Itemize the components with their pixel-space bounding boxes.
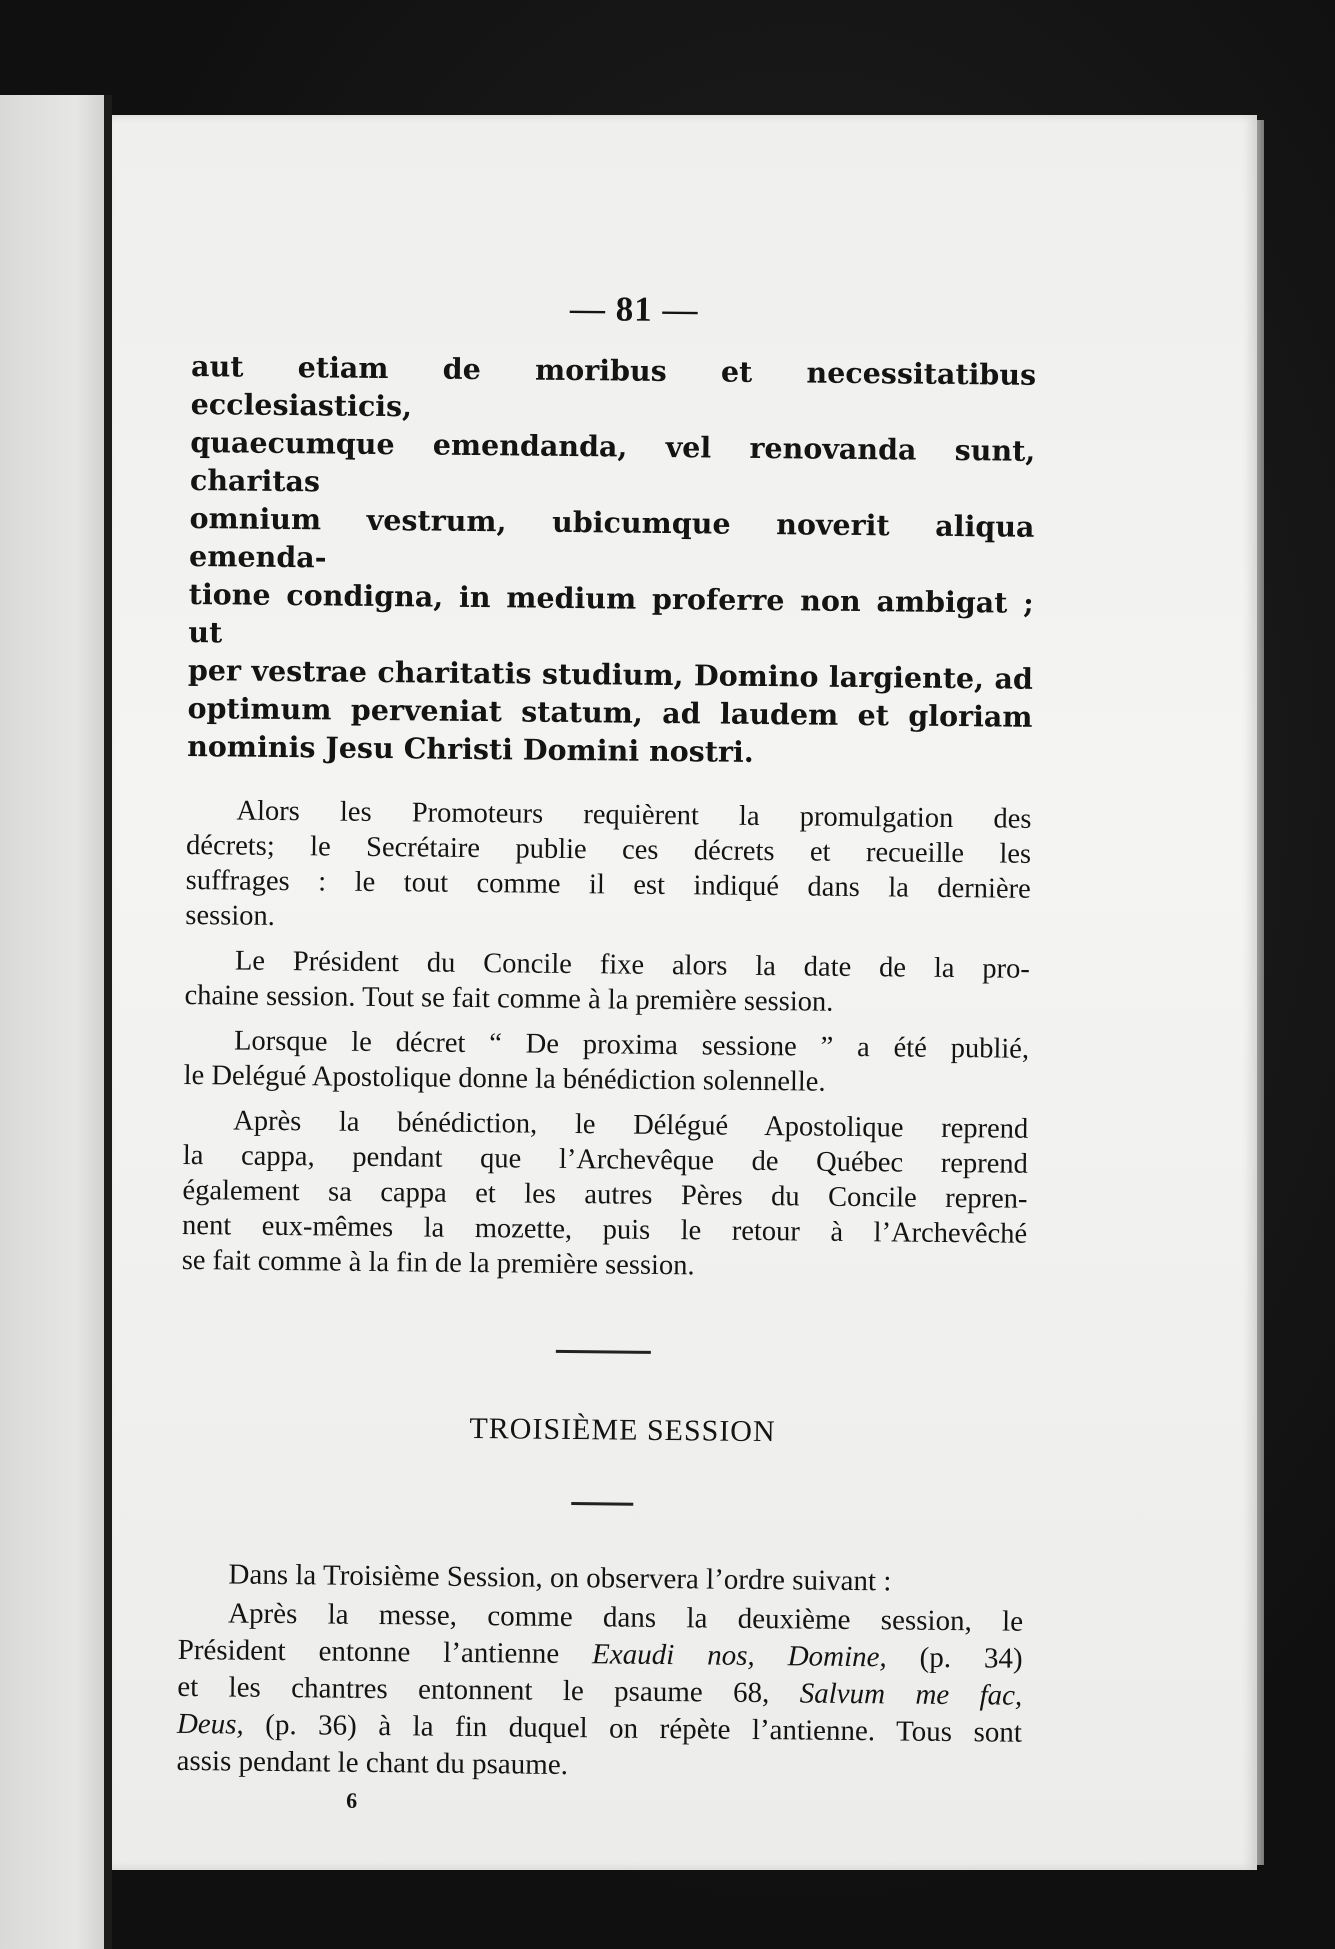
benediction-paragraph: [184, 1023, 1030, 1102]
text-line: quaecumque emendanda, vel renovanda sunt, charitas: [189, 424, 1036, 499]
next-session-paragraph: [184, 943, 1030, 1022]
text-line: Après la messe, comme dans la deuxième session, le: [227, 1597, 1024, 1638]
text-line: Après la bénédiction, le Délégué Apostolique reprend: [233, 1105, 1029, 1145]
facing-page-edge: [0, 95, 108, 1949]
text-line: chaine session. Tout se fait comme à la première session.: [184, 979, 834, 1018]
text-line: session.: [185, 899, 276, 932]
text-line: Alors les Promoteurs requièrent la promulgation des: [236, 795, 1032, 835]
text-line: aut etiam de moribus et necessitatibus ecclesiasticis,: [190, 348, 1037, 424]
text-line: Lorsque le décret “ De proxima sessione ” a été publié,: [233, 1025, 1030, 1065]
text-line: le Delégué Apostolique donne la bénédiction solennelle.: [183, 1059, 826, 1098]
book-gutter: [104, 95, 112, 1949]
text-fragment: (p. 34): [886, 1641, 1023, 1675]
text-fragment: (p. 36) à la fin duquel on répète l’antienne. Tous sont: [243, 1708, 1023, 1749]
signature-mark: 6: [346, 1787, 358, 1813]
text-line: nominis Jesu Christi Domini nostri.: [186, 728, 754, 769]
section-divider-top: [556, 1350, 651, 1354]
text-line: per vestrae charitatis studium, Domino largiente, ad: [187, 652, 1034, 696]
italic-fragment: Salvum me fac,: [799, 1677, 1023, 1712]
text-line: assis pendant le chant du psaume.: [176, 1744, 569, 1782]
promulgation-paragraph: [185, 793, 1031, 942]
text-fragment: et les chantres entonnent le psaume 68,: [177, 1670, 800, 1710]
latin-prayer-paragraph: [187, 347, 1036, 774]
page-content: [176, 285, 1037, 1821]
third-session-paragraph: [176, 1595, 1023, 1789]
text-line: nent eux-mêmes la mozette, puis le retour à l’Archevêché: [181, 1209, 1028, 1250]
italic-fragment: Exaudi nos, Domine,: [591, 1638, 887, 1674]
section-divider-bottom: [571, 1502, 633, 1506]
text-line: Dans la Troisième Session, on observera l’ordre suivant :: [228, 1558, 892, 1598]
text-line: Le Président du Concile fixe alors la date de la pro-: [234, 945, 1031, 985]
text-line: tione condigna, in medium proferre non ambigat ; ut: [188, 576, 1034, 650]
text-line: suffrages : le tout comme il est indiqué dans la dernière: [185, 864, 1031, 905]
text-line: optimum perveniat statum, ad laudem et gloriam: [187, 690, 1033, 734]
italic-fragment: Deus,: [176, 1707, 244, 1741]
text-line: se fait comme à la fin de la première session.: [181, 1244, 695, 1282]
text-fragment: Président entonne l’antienne: [177, 1633, 593, 1671]
text-line: omnium vestrum, ubicumque noverit aliqua emenda-: [188, 500, 1035, 575]
text-line: également sa cappa et les autres Pères du Concile repren-: [182, 1174, 1028, 1215]
section-title: TROISIÈME SESSION: [469, 1411, 776, 1449]
book-page: [112, 115, 1257, 1870]
order-intro-paragraph: [178, 1556, 1023, 1602]
return-paragraph: [182, 1103, 1029, 1287]
text-line: décrets; le Secrétaire publie ces décrets et recueille les: [185, 829, 1032, 870]
text-line: la cappa, pendant que l’Archevêque de Québec reprend: [182, 1139, 1029, 1180]
page-number: — 81 —: [569, 288, 699, 330]
